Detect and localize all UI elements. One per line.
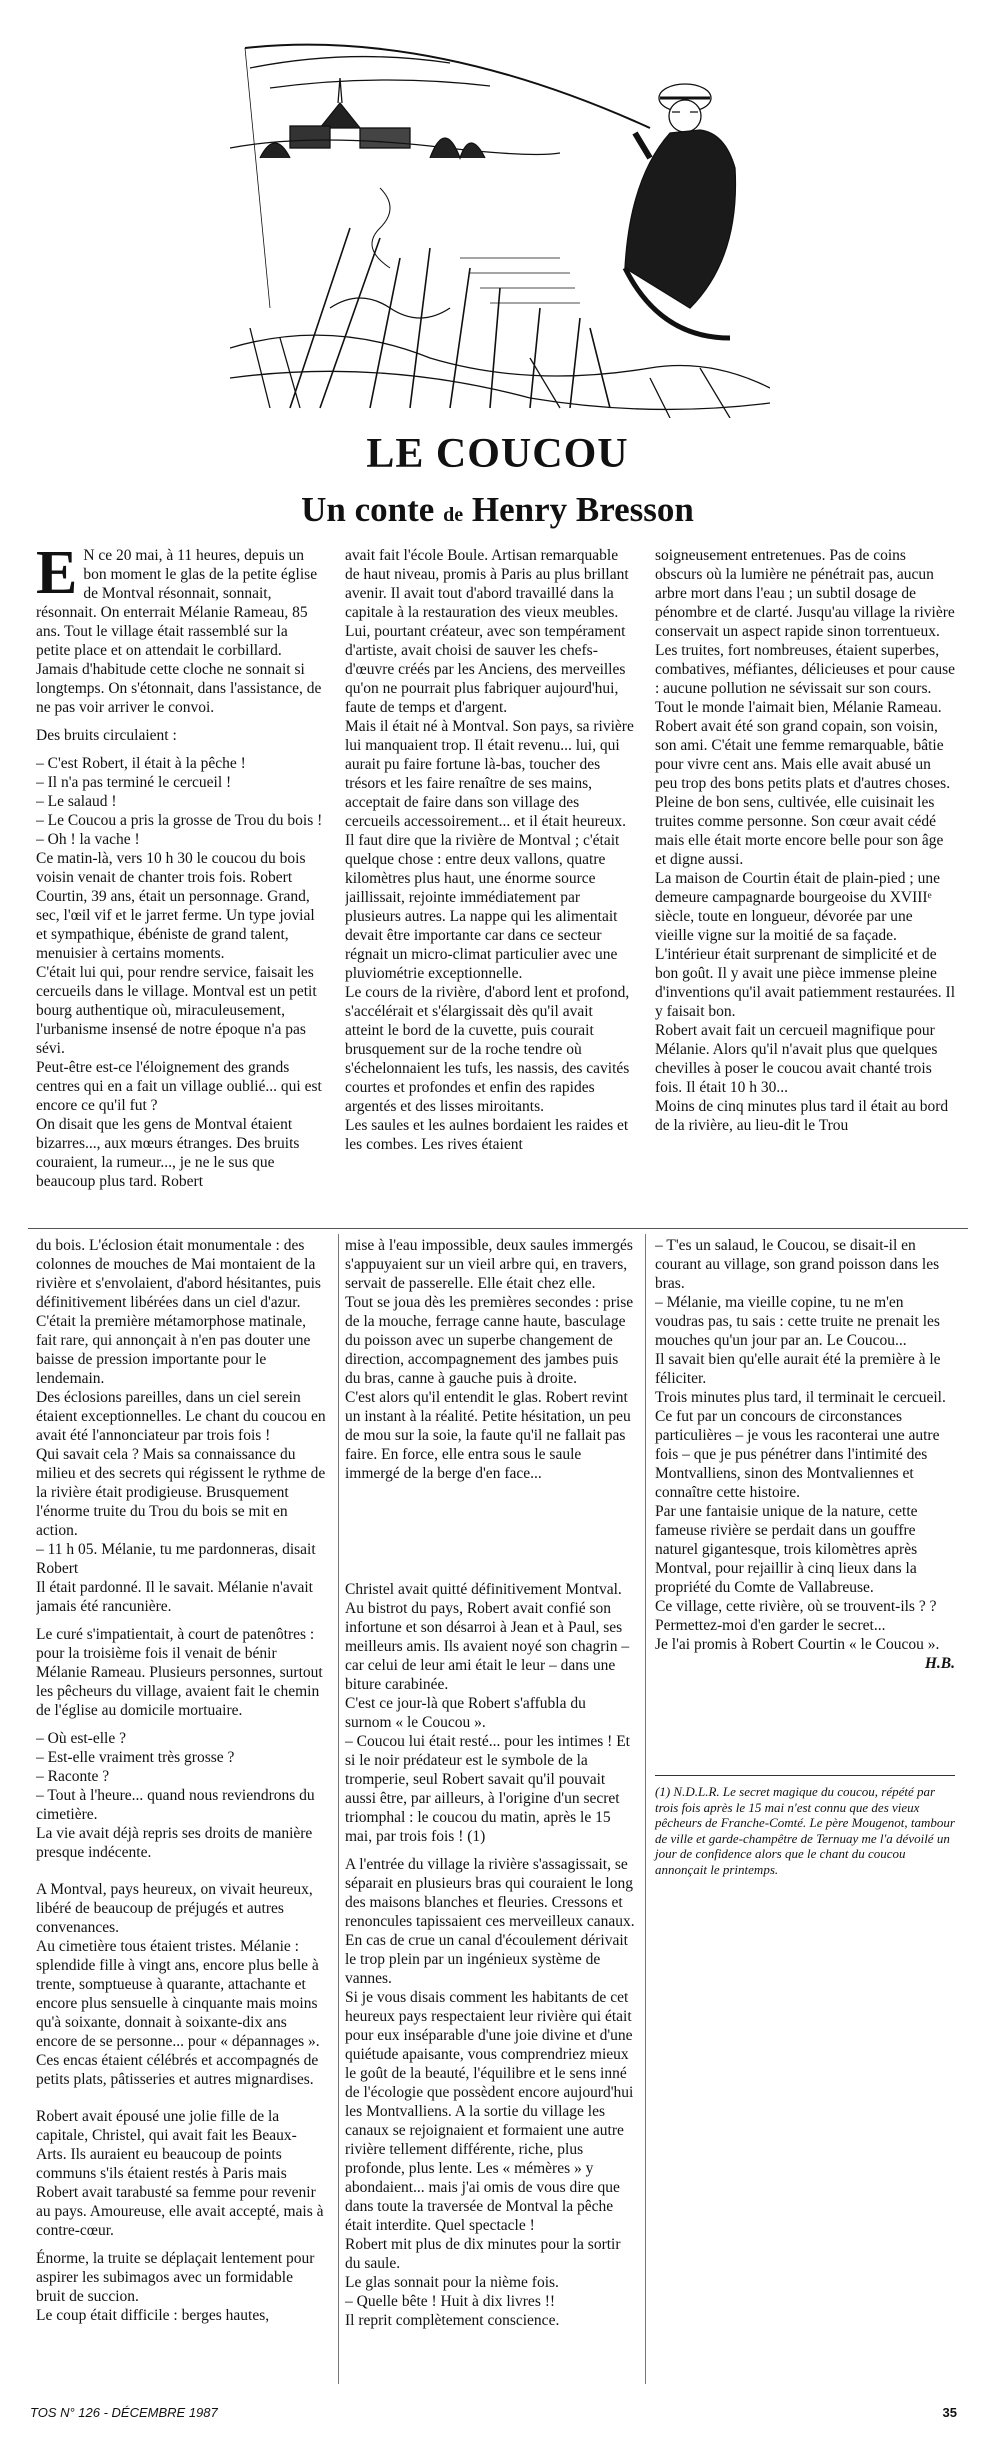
paragraph: Je l'ai promis à Robert Courtin « le Coucou ». — [655, 1636, 940, 1653]
paragraph: Des bruits circulaient : — [36, 727, 177, 744]
subtitle-prefix: Un conte — [301, 490, 435, 529]
paragraph: Moins de cinq minutes plus tard il était au bord de la rivière, au lieu-dit le Trou — [655, 1098, 949, 1134]
paragraph: Tout se joua dès les premières secondes : prise de la mouche, ferrage canne haute, basculage du poisson avec un superbe changement de direction, accompagnement des jambes puis du bras, canne à gauche puis à droite. — [345, 1294, 634, 1387]
paragraph: Le coup était difficile : berges hautes, — [36, 2307, 270, 2324]
section-divider — [28, 1228, 968, 1229]
dialogue-line: – C'est Robert, il était à la pêche ! — [36, 755, 246, 772]
paragraph: Des éclosions pareilles, dans un ciel serein étaient exceptionnelles. Le chant du coucou en avait été l'annonciateur par trois fois ! — [36, 1389, 326, 1444]
paragraph: En cas de crue un canal d'écoulement dérivait le trop plein par un ingénieux système de vannes. — [345, 1932, 628, 1987]
subtitle-de: de — [443, 504, 464, 526]
paragraph: Il était pardonné. Il le savait. Mélanie n'avait jamais été rancunière. — [36, 1579, 313, 1615]
paragraph: Ce fut par un concours de circonstances particulières – je vous les raconterai une autre fois – que je pus pénétrer dans l'intimité des Montvalliens, sinon des Montvaliennes et connaître cette histoire. — [655, 1408, 940, 1501]
paragraph: A Montval, pays heureux, on vivait heureux, libéré de beaucoup de préjugés et autres convenances. — [36, 1881, 313, 1936]
paragraph: C'était lui qui, pour rendre service, faisait les cercueils dans le village. Montval est un petit bourg authentique où, miraculeusement, l'urbanisme insensé de notre époque n'a pas sévi. — [36, 964, 317, 1057]
column-1 — [36, 546, 326, 1226]
paragraph: Robert mit plus de dix minutes pour la sortir du saule. — [345, 2236, 621, 2272]
column-3 — [655, 546, 955, 1226]
dialogue-line: – Où est-elle ? — [36, 1730, 126, 1747]
paragraph: La vie avait déjà repris ses droits de manière presque indécente. — [36, 1825, 313, 1861]
paragraph: Permettez-moi d'en garder le secret... — [655, 1617, 886, 1634]
column-rule — [645, 1234, 646, 2384]
paragraph: Il faut dire que la rivière de Montval ; c'était quelque chose : entre deux vallons, quatre kilomètres plus haut, une énorme source jaillissait, rejointe immédiatement par plusieurs autres. La nappe qui les alimentait devait être importante car dans ce secteur régnait un micro-climat particulier avec une pluviométrie exceptionnelle. — [345, 832, 620, 982]
dialogue-line: – Le Coucou a pris la grosse de Trou du bois ! — [36, 812, 323, 829]
paragraph: du bois. L'éclosion était monumentale : des colonnes de mouches de Mai montaient de la rivière et s'envolaient, d'abord hésitantes, puis définitivement libérées dans un ciel d'azur. — [36, 1237, 321, 1311]
dialogue-line: – T'es un salaud, le Coucou, se disait-il en courant au village, son grand poisson dans les bras. — [655, 1237, 940, 1292]
column-5-top — [345, 1236, 635, 1566]
paragraph: Robert avait épousé une jolie fille de la capitale, Christel, qui avait fait les Beaux-Arts. Ils auraient eu beaucoup de points communs s'ils étaient restés à Paris mais Robert avait tarabusté sa femme pour revenir au pays. Amoureuse, elle avait accepté, mais à contre-cœur. — [36, 2108, 324, 2239]
paragraph: A l'entrée du village la rivière s'assagissait, se séparait en plusieurs bras qui couraient le long des maisons blanches et fleuries. Cressons et renoncules tapissaient ces merveilleux canaux. — [345, 1856, 635, 1930]
dialogue-line: – Quelle bête ! Huit à dix livres !! — [345, 2293, 556, 2310]
dialogue-line: – Le salaud ! — [36, 793, 117, 810]
paragraph: Mais il était né à Montval. Son pays, sa rivière lui manquaient trop. Il était revenu... lui, qui aurait pu faire fortune là-bas, toucher des trésors et les faire renaître de ses mains, acceptait de faire dans son village des cercueils accessoirement... et il était heureux. — [345, 718, 634, 830]
paragraph: Le glas sonnait pour la nième fois. — [345, 2274, 559, 2291]
angler-illustration — [230, 8, 770, 418]
paragraph: Peut-être est-ce l'éloignement des grands centres qui en a fait un village oublié... qui est encore ce qu'il fut ? — [36, 1059, 322, 1114]
paragraph: Qui savait cela ? Mais sa connaissance du milieu et des secrets qui régissent le rythme de la rivière était prodigieuse. Brusquement l'énorme truite du Trou du bois se mit en action. — [36, 1446, 326, 1539]
issue-line: TOS N° 126 - DÉCEMBRE 1987 — [30, 2405, 218, 2420]
dropcap: E — [36, 546, 78, 607]
column-4 — [36, 1236, 326, 2336]
paragraph: Si je vous disais comment les habitants de cet heureux pays respectaient leur rivière qui était pour eux inséparable d'une joie divine et d'une quiétude apaisante, vous comprendriez mieux le goût de la beauté, l'équilibre et le sens inné de l'écologie que possèdent encore aujourd'hui les Montvalliens. A la sortie du village les canaux se rejoignaient et formaient une autre rivière tellement différente, riche, plus profonde, plus lente. Les « mémères » y abondaient... mais j'ai omis de vous dire que dans toute la traversée de Montval la pêche était interdite. Quel spectacle ! — [345, 1989, 634, 2234]
paragraph: Le curé s'impatientait, à court de patenôtres : pour la troisième fois il venait de bénir Mélanie Rameau. Plusieurs personnes, surtout les pêcheurs du village, avaient fait le chemin de l'église au domicile mortuaire. — [36, 1626, 323, 1719]
column-6 — [655, 1236, 955, 1776]
paragraph: Tout le monde l'aimait bien, Mélanie Rameau. Robert avait été son grand copain, son voisin, son ami. C'était une femme remarquable, bâtie pour vivre cent ans. Mais elle avait abusé un peu trop des bons petits plats et d'autres choses. Pleine de bon sens, cultivée, elle cuisinait les truites comme personne. Son cœur avait cédé mais elle était morte encore belle pour son âge et digne aussi. — [655, 699, 951, 868]
paragraph: N ce 20 mai, à 11 heures, depuis un bon moment le glas de la petite église de Montval résonnait, sonnait, résonnait. On enterrait Mélanie Rameau, 85 ans. Tout le village était rassemblé sur la petite place et on attendait le corbillard. Jamais d'habitude cette cloche ne sonnait si longtemps. On s'étonnait, dans l'assistance, de ne pas voir arriver le convoi. — [36, 547, 322, 716]
footnote-divider — [655, 1775, 955, 1776]
dialogue-line: – Tout à l'heure... quand nous reviendrons du cimetière. — [36, 1787, 315, 1823]
dialogue-line: – Oh ! la vache ! — [36, 831, 140, 848]
footnote: (1) N.D.L.R. Le secret magique du coucou, répété par trois fois après le 15 mai n'est connu que des vieux pêcheurs de Franche-Comté. Le père Mougenot, tambour de ville et garde-champêtre de Ternuay me l'a dévoilé un jour de confidence alors que le chant du coucou annonçait le printemps. — [655, 1784, 955, 1877]
paragraph: soigneusement entretenues. Pas de coins obscurs où la lumière ne pénétrait pas, aucun arbre mort dans l'eau ; un subtil dosage de pénombre et de clarté. Jusqu'au village la rivière conservait un aspect rapide sinon torrentueux. Les truites, fort nombreuses, étaient superbes, combatives, méfiantes, délicieuses et pour cause : aucune pollution ne sévissait sur son cours. — [655, 547, 955, 697]
column-2 — [345, 546, 635, 1226]
paragraph: Le cours de la rivière, d'abord lent et profond, s'accélérait et s'élargissait dès qu'il avait atteint le bord de la cuvette, puis courait brusquement sur de la roche tendre où s'échelonnaient les tufs, les nassis, des cavités courtes et profondes et enfin des rapides argentés et des lisses miroitants. — [345, 984, 630, 1115]
column-rule — [338, 1234, 339, 2384]
subtitle-author: Henry Bresson — [471, 490, 694, 529]
paragraph: La maison de Courtin était de plain-pied ; une demeure campagnarde bourgeoise du XVIIIᵉ siècle, toute en longueur, dévorée par une vieille vigne sur la moitié de sa façade. L'intérieur était surprenant de simplicité et de bon goût. Il y avait une pièce immense pleine d'inventions qu'il avait patiemment restaurées. Il y faisait bon. — [655, 870, 955, 1020]
paragraph: Ce village, cette rivière, où se trouvent-ils ? ? — [655, 1598, 937, 1615]
paragraph: – Coucou lui était resté... pour les intimes ! Et si le noir prédateur est le symbole de la tromperie, seul Robert savait qu'il pouvait aussi être, par ailleurs, à l'origine d'un secret triomphal : le coucou du matin, après le 15 mai, par trois fois ! (1) — [345, 1733, 630, 1845]
paragraph: Trois minutes plus tard, il terminait le cercueil. — [655, 1389, 946, 1406]
paragraph: C'est alors qu'il entendit le glas. Robert revint un instant à la réalité. Petite hésitation, un peu de mou sur la soie, la faute qu'il ne fallait pas faire. En force, elle entra sous le saule immergé de la berge d'en face... — [345, 1389, 631, 1482]
article-subtitle — [0, 490, 995, 530]
paragraph: Christel avait quitté définitivement Montval. — [345, 1581, 622, 1598]
dialogue-line: – 11 h 05. Mélanie, tu me pardonneras, disait Robert — [36, 1541, 316, 1577]
dialogue-line: – Il n'a pas terminé le cercueil ! — [36, 774, 232, 791]
page-number: 35 — [942, 2405, 957, 2420]
paragraph: Au cimetière tous étaient tristes. Mélanie : splendide fille à vingt ans, encore plus belle à trente, somptueuse à quarante, attachante et encore plus sensuelle à cinquante mais moins qu'à soixante, donnait à soixante-dix ans encore de se personne... pour « dépannages ». Ces encas étaient célébrés et accompagnés de petits plats, pâtisseries et autres mignardises. — [36, 1938, 320, 2088]
paragraph: On disait que les gens de Montval étaient bizarres..., aux mœurs étranges. Des bruits couraient, la rumeur..., je ne le sus que beaucoup plus tard. Robert — [36, 1116, 300, 1190]
paragraph: Énorme, la truite se déplaçait lentement pour aspirer les subimagos avec un formidable bruit de succion. — [36, 2250, 315, 2305]
paragraph: mise à l'eau impossible, deux saules immergés s'appuyaient sur un vieil arbre qui, en travers, servait de passerelle. Elle était chez elle. — [345, 1237, 633, 1292]
column-5-bottom — [345, 1580, 635, 2380]
paragraph: avait fait l'école Boule. Artisan remarquable de haut niveau, promis à Paris au plus brillant avenir. Il avait tout d'abord travaillé dans la capitale à la restauration des vieux meubles. Lui, pourtant créateur, avec son tempérament d'artiste, avait choisi de sauver les chefs-d'œuvre créés par les Anciens, des merveilles qu'on ne pourrait plus fabriquer aujourd'hui, faute de temps et d'argent. — [345, 547, 629, 716]
paragraph: Il reprit complètement conscience. — [345, 2312, 560, 2329]
paragraph: Il savait bien qu'elle aurait été la première à le féliciter. — [655, 1351, 941, 1387]
article-title: LE COUCOU — [366, 431, 629, 477]
dialogue-line: – Est-elle vraiment très grosse ? — [36, 1749, 235, 1766]
paragraph: Au bistrot du pays, Robert avait confié son infortune et son désarroi à Jean et à Paul, ses meilleurs amis. Ils avaient noyé son chagrin – car celui de leur ami était le leur – dans une biture carabinée. — [345, 1600, 630, 1693]
author-signature: H.B. — [924, 1655, 955, 1672]
dialogue-line: – Mélanie, ma vieille copine, tu ne m'en voudras pas, tu sais : cette truite ne prenait les mouches qu'un jour par an. Le Coucou... — [655, 1294, 940, 1349]
paragraph: Robert avait fait un cercueil magnifique pour Mélanie. Alors qu'il n'avait plus que quelques chevilles à poser le coucou avait chanté trois fois. Il était 10 h 30... — [655, 1022, 938, 1096]
dialogue-line: – Raconte ? — [36, 1768, 110, 1785]
paragraph: C'était la première métamorphose matinale, fait rare, qui annonçait à n'en pas douter une baisse de pression importante pour le lendemain. — [36, 1313, 311, 1387]
paragraph: Par une fantaisie unique de la nature, cette fameuse rivière se perdait dans un gouffre naturel gigantesque, trois kilomètres après Montval, pour rejaillir à cinq lieux dans la propriété du Comte de Vallabreuse. — [655, 1503, 918, 1596]
paragraph: Ce matin-là, vers 10 h 30 le coucou du bois voisin venait de chanter trois fois. Robert Courtin, 39 ans, était un personnage. Grand, sec, l'œil vif et le jarret ferme. Un type jovial et sympathique, ébéniste de grand talent, menuisier à certains moments. — [36, 850, 315, 962]
paragraph: Les saules et les aulnes bordaient les raides et les combes. Les rives étaient — [345, 1117, 629, 1153]
paragraph: C'est ce jour-là que Robert s'affubla du surnom « le Coucou ». — [345, 1695, 586, 1731]
